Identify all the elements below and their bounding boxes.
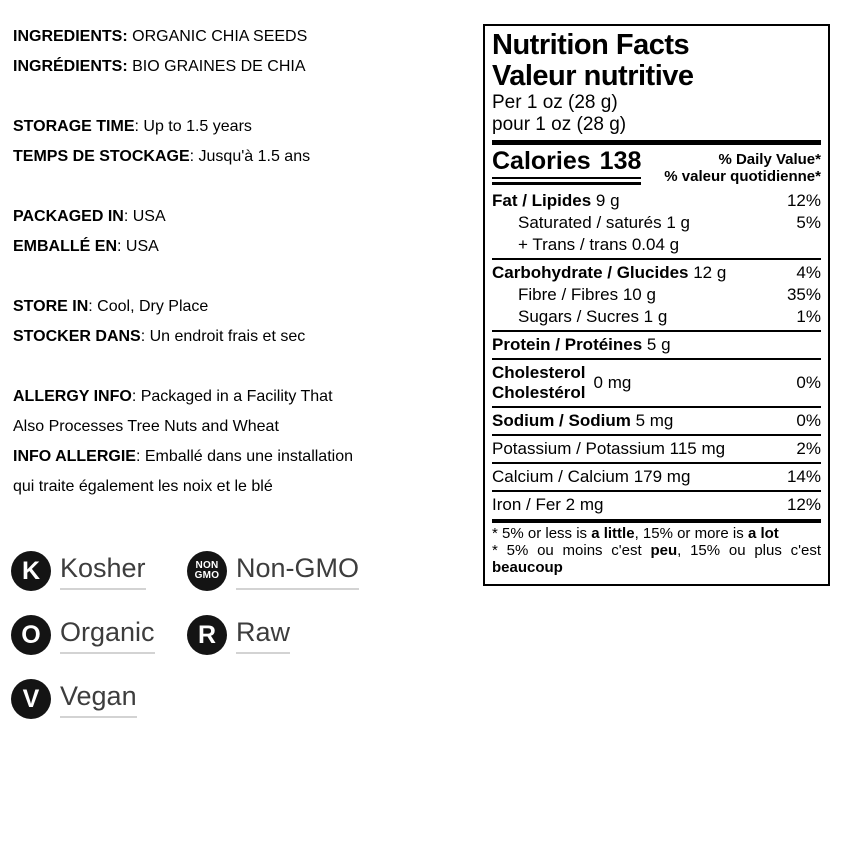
badge-vegan — [11, 679, 187, 719]
divider — [236, 588, 359, 590]
divider — [492, 519, 821, 523]
packaged-in-label-en: PACKAGED IN — [13, 208, 124, 225]
calories-row — [492, 148, 821, 185]
nutrient-row-calcium: Calcium / Calcium 179 mg 14% — [492, 467, 821, 486]
badge-non-gmo-label: Non-GMO — [236, 552, 360, 583]
nutrient-row-fibre: Fibre / Fibres 10 g 35% — [518, 285, 821, 304]
allergy-info-line3 — [13, 442, 485, 472]
divider — [492, 330, 821, 332]
allergy-info-value-en-1: : Packaged in a Facility That — [131, 388, 333, 405]
divider — [236, 652, 290, 654]
allergy-info-label-en: ALLERGY INFO — [13, 388, 132, 405]
pct-sugars: 1% — [796, 307, 821, 326]
footnote-en: * 5% or less is a little, 15% or more is a lot — [492, 525, 779, 542]
store-in-value-fr: : Un endroit frais et sec — [140, 328, 306, 345]
packaged-in-label-fr: EMBALLÉ EN — [13, 238, 117, 255]
serving-size-en: Per 1 oz (28 g) — [492, 92, 618, 113]
storage-time-label-en: STORAGE TIME — [13, 118, 135, 135]
nutrient-row-potassium: Potassium / Potassium 115 mg 2% — [492, 439, 821, 458]
allergy-info-value-fr-2: qui traite également les noix et le blé — [13, 478, 273, 495]
calories-underline — [492, 148, 641, 185]
nutrient-row-protein: Protein / Protéines 5 g — [492, 335, 671, 354]
pct-potassium: 2% — [796, 439, 821, 458]
storage-time-line-fr — [13, 142, 485, 172]
organic-icon: O — [11, 615, 51, 655]
divider — [492, 258, 821, 260]
storage-time-value-en: : Up to 1.5 years — [134, 118, 252, 135]
divider — [60, 716, 137, 718]
footnote-fr: * 5% ou moins c'est peu, 15% ou plus c'est beaucoup — [492, 542, 821, 576]
packaged-in-value-fr: : USA — [117, 238, 159, 255]
badge-kosher — [11, 551, 187, 591]
nutrient-row-saturated: Saturated / saturés 1 g 5% — [518, 213, 821, 232]
badge-kosher-label: Kosher — [60, 552, 146, 583]
divider — [60, 652, 155, 654]
packaged-in-group — [13, 202, 485, 262]
nutrient-row-cholesterol — [492, 362, 821, 404]
nutrient-row-sodium: Sodium / Sodium 5 mg 0% — [492, 411, 821, 430]
nutrition-title-fr: Valeur nutritive — [492, 60, 694, 92]
kosher-icon: K — [11, 551, 51, 591]
nutrient-row-iron: Iron / Fer 2 mg 12% — [492, 495, 821, 514]
ingredients-line-en — [13, 22, 485, 52]
pct-saturated: 5% — [796, 213, 821, 232]
daily-value-en: % Daily Value* — [718, 151, 821, 168]
divider — [492, 490, 821, 492]
storage-time-line-en — [13, 112, 485, 142]
nutrition-title-en: Nutrition Facts — [492, 29, 690, 61]
storage-time-group — [13, 112, 485, 172]
divider — [60, 588, 146, 590]
pct-fat: 12% — [786, 191, 821, 210]
allergy-info-value-en-2: Also Processes Tree Nuts and Wheat — [13, 418, 279, 435]
pct-fibre: 35% — [786, 285, 821, 304]
cholesterol-amount: 0 mg — [593, 373, 632, 392]
store-in-line-fr — [13, 322, 485, 352]
store-in-group — [13, 292, 485, 352]
divider — [492, 406, 821, 408]
calories-value: 138 — [599, 147, 642, 175]
badge-raw — [187, 615, 359, 655]
badge-raw-label: Raw — [236, 616, 291, 647]
serving-size-fr: pour 1 oz (28 g) — [492, 114, 627, 135]
allergy-info-line2 — [13, 412, 485, 442]
allergy-info-value-fr-1: : Emballé dans une installation — [135, 448, 353, 465]
pct-sodium: 0% — [796, 411, 821, 430]
badge-non-gmo — [187, 551, 359, 591]
allergy-info-line4 — [13, 472, 485, 502]
nutrient-row-trans: + Trans / trans 0.04 g — [518, 235, 680, 254]
nutrition-facts-panel — [483, 24, 830, 586]
ingredients-label-fr: INGRÉDIENTS: — [13, 58, 128, 75]
ingredients-group — [13, 22, 485, 82]
pct-cholesterol: 0% — [796, 373, 821, 392]
non-gmo-icon: NON GMO — [187, 551, 227, 591]
nutrient-row-sugars: Sugars / Sucres 1 g 1% — [518, 307, 821, 326]
store-in-label-en: STORE IN — [13, 298, 89, 315]
storage-time-label-fr: TEMPS DE STOCKAGE — [13, 148, 190, 165]
store-in-label-fr: STOCKER DANS — [13, 328, 141, 345]
daily-value-fr: % valeur quotidienne* — [664, 168, 821, 185]
divider — [492, 462, 821, 464]
nutrient-row-carbohydrate: Carbohydrate / Glucides 12 g 4% — [492, 263, 821, 282]
ingredients-value-fr: BIO GRAINES DE CHIA — [127, 58, 306, 75]
product-info-column — [13, 22, 485, 532]
packaged-in-line-en — [13, 202, 485, 232]
badge-organic — [11, 615, 187, 655]
calories-label: Calories — [492, 147, 591, 175]
allergy-info-line1 — [13, 382, 485, 412]
pct-carbohydrate: 4% — [796, 263, 821, 282]
badge-vegan-label: Vegan — [60, 680, 137, 711]
cholesterol-label-en: Cholesterol — [492, 363, 586, 382]
packaged-in-value-en: : USA — [123, 208, 166, 225]
nutrient-row-fat: Fat / Lipides 9 g 12% — [492, 191, 821, 210]
ingredients-line-fr — [13, 52, 485, 82]
storage-time-value-fr: : Jusqu'à 1.5 ans — [189, 148, 311, 165]
ingredients-value-en: ORGANIC CHIA SEEDS — [127, 28, 308, 45]
ingredients-label-en: INGREDIENTS: — [13, 28, 128, 45]
divider — [492, 434, 821, 436]
certification-badges — [11, 551, 359, 719]
pct-calcium: 14% — [786, 467, 821, 486]
store-in-line-en — [13, 292, 485, 322]
divider — [492, 140, 821, 145]
divider — [492, 358, 821, 360]
allergy-info-label-fr: INFO ALLERGIE — [13, 448, 136, 465]
raw-icon: R — [187, 615, 227, 655]
store-in-value-en: : Cool, Dry Place — [88, 298, 209, 315]
daily-value-header — [664, 148, 821, 185]
pct-iron: 12% — [786, 495, 821, 514]
badge-organic-label: Organic — [60, 616, 155, 647]
allergy-info-group — [13, 382, 485, 502]
cholesterol-label-fr: Cholestérol — [492, 383, 586, 402]
packaged-in-line-fr — [13, 232, 485, 262]
vegan-icon: V — [11, 679, 51, 719]
